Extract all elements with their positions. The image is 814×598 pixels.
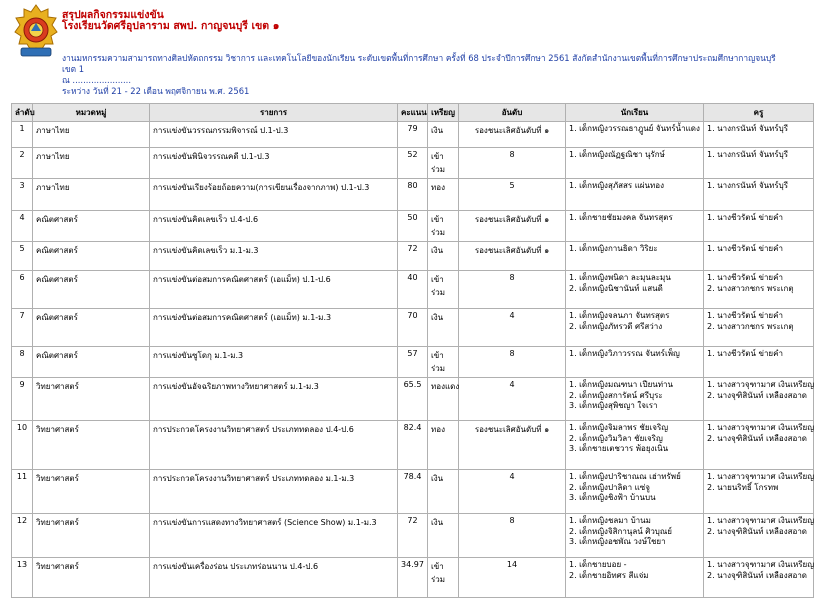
student-name: 3. เด็กหญิงสุพิชญา ใจเรา [569, 401, 658, 410]
item-cell: การแข่งขันคิดเลขเร็ว ป.4-ป.6 [150, 211, 398, 242]
table-row [12, 211, 814, 242]
rank-cell: รองชนะเลิศอันดับที่ ๑ [459, 122, 566, 148]
student-name: 1. เด็กหญิงจลนภา จันทรสุตร [569, 311, 670, 320]
teacher-name: 2. นางจุฑิสินันท์ เหลืองสอาด [707, 390, 808, 400]
student-name: 2. เด็กหญิงวิมวิลา ชัยเจริญ [569, 433, 663, 443]
teacher-name: 1. นางชีวรัตน์ ข่ายคำ [707, 213, 783, 222]
rank-cell: 8 [459, 347, 566, 378]
score-cell: 70 [398, 309, 428, 347]
item-cell: การแข่งขันต่อสมการคณิตศาสตร์ (เอแม็ท) ม.1-ม.3 [150, 309, 398, 347]
score-cell: 72 [398, 242, 428, 271]
student-name: 2. เด็กหญิงภัทรวดี ศรีสว่าง [569, 321, 663, 331]
teacher-name: 1. นางสาวจุฑามาศ เงินเหรียญ [707, 516, 814, 525]
item-cell: การแข่งขันพินิจวรรณคดี ป.1-ป.3 [150, 148, 398, 179]
student-name: 3. เด็กหญิงชิงฟ้า บ้านบน [569, 493, 656, 502]
rank-cell: 8 [459, 148, 566, 179]
student-name: 1. เด็กชายบอย - [569, 560, 627, 569]
title-line-1: สรุปผลกิจกรรมแข่งขัน [62, 9, 164, 21]
students-cell [566, 558, 704, 598]
teachers-cell [704, 378, 814, 421]
row-number-cell: 7 [12, 309, 33, 347]
student-name: 2. เด็กหญิงสการัตน์ ศรีบุระ [569, 390, 663, 400]
score-cell: 82.4 [398, 421, 428, 470]
table-row [12, 347, 814, 378]
students-cell [566, 271, 704, 309]
teachers-cell [704, 558, 814, 598]
students-cell [566, 309, 704, 347]
teacher-name: 1. นางกรนันท์ จันทร์บุรี [707, 150, 789, 159]
students-cell [566, 514, 704, 558]
item-cell: การแข่งขันเรียงร้อยถ้อยความ(การเขียนเรื่องจากภาพ) ป.1-ป.3 [150, 179, 398, 211]
teachers-cell [704, 271, 814, 309]
table-row [12, 421, 814, 470]
column-header-medal: เหรียญ [428, 104, 459, 122]
column-header-score: คะแนน [398, 104, 428, 122]
table-row [12, 271, 814, 309]
category-cell: ภาษาไทย [33, 148, 150, 179]
medal-cell: เงิน [428, 242, 459, 271]
item-cell: การประกวดโครงงานวิทยาศาสตร์ ประเภททดลอง ป.4-ป.6 [150, 421, 398, 470]
student-name: 1. เด็กหญิงกานธิดา วิริยะ [569, 244, 658, 253]
score-cell: 78.4 [398, 470, 428, 514]
medal-cell: เงิน [428, 470, 459, 514]
row-number-cell: 5 [12, 242, 33, 271]
students-cell [566, 421, 704, 470]
row-number-cell: 13 [12, 558, 33, 598]
medal-cell: เข้าร่วม [428, 558, 459, 598]
student-name: 1. เด็กหญิงพนิดา ละมุนละมุน [569, 273, 671, 282]
score-cell: 72 [398, 514, 428, 558]
teachers-cell [704, 470, 814, 514]
medal-cell: ทองแดง [428, 378, 459, 421]
students-cell [566, 148, 704, 179]
activity-description [62, 53, 792, 96]
table-row [12, 378, 814, 421]
student-name: 2. เด็กชายอิทศร สีแจ่ม [569, 570, 649, 580]
score-cell: 50 [398, 211, 428, 242]
row-number-cell: 1 [12, 122, 33, 148]
rank-cell: 8 [459, 514, 566, 558]
rank-cell: รองชนะเลิศอันดับที่ ๑ [459, 211, 566, 242]
rank-cell: 5 [459, 179, 566, 211]
item-cell: การแข่งขันวรรณกรรมพิจารณ์ ป.1-ป.3 [150, 122, 398, 148]
category-cell: วิทยาศาสตร์ [33, 421, 150, 470]
student-name: 2. เด็กหญิงปาลิดา แซ่จู [569, 482, 650, 492]
students-cell [566, 122, 704, 148]
medal-cell: ทอง [428, 421, 459, 470]
column-header-category: หมวดหมู่ [33, 104, 150, 122]
rank-cell: 14 [459, 558, 566, 598]
row-number-cell: 6 [12, 271, 33, 309]
medal-cell: เงิน [428, 514, 459, 558]
page-header [0, 0, 800, 98]
teacher-name: 1. นางสาวจุฑามาศ เงินเหรียญ [707, 560, 814, 569]
table-row [12, 122, 814, 148]
table-row [12, 179, 814, 211]
table-row [12, 558, 814, 598]
category-cell: คณิตศาสตร์ [33, 242, 150, 271]
rank-cell: 4 [459, 470, 566, 514]
table-row [12, 514, 814, 558]
title-line-2: โรงเรียนวัดศรีอุปลาราม สพป. กาญจนบุรี เขต ๑ [62, 19, 280, 32]
student-name: 1. เด็กหญิงชลมา บ้านม [569, 516, 651, 525]
teacher-name: 1. นางกรนันท์ จันทร์บุรี [707, 181, 789, 190]
medal-cell: เข้าร่วม [428, 271, 459, 309]
table-row [12, 309, 814, 347]
column-header-item: รายการ [150, 104, 398, 122]
item-cell: การแข่งขันอัจฉริยภาพทางวิทยาศาสตร์ ม.1-ม.3 [150, 378, 398, 421]
student-name: 1. เด็กหญิงมณฑนา เปียนท่าน [569, 380, 673, 389]
table-row [12, 470, 814, 514]
item-cell: การแข่งขันต่อสมการคณิตศาสตร์ (เอแม็ท) ป.1-ป.6 [150, 271, 398, 309]
student-name: 1. เด็กหญิงสุภัสสร แผ่นทอง [569, 181, 665, 190]
activity-line-1: งานมหกรรมความสามารถทางศิลปหัตถกรรม วิชาการ และเทคโนโลยีของนักเรียน ระดับเขตพื้นที่การศึกษา ครั้งที่ 68 ประจำปีการศึกษา 2561 สังกัดสำนักงานเขตพื้นที่การศึกษาประถมศึกษากาญจนบุรี เขต 1 [62, 53, 776, 74]
score-cell: 80 [398, 179, 428, 211]
score-cell: 65.5 [398, 378, 428, 421]
row-number-cell: 10 [12, 421, 33, 470]
teacher-name: 1. นางชีวรัตน์ ข่ายคำ [707, 349, 783, 358]
students-cell [566, 211, 704, 242]
teacher-name: 2. นายนริทธิ์ โกรทพ [707, 482, 779, 492]
score-cell: 79 [398, 122, 428, 148]
medal-cell: ทอง [428, 179, 459, 211]
date-line: ระหว่าง วันที่ 21 - 22 เดือน พฤศจิกายน พ.ศ. 2561 [62, 85, 250, 96]
row-number-cell: 3 [12, 179, 33, 211]
student-name: 1. เด็กหญิงวิภาวรรณ จันทร์เพ็ญ [569, 349, 680, 358]
teacher-name: 1. นางชีวรัตน์ ข่ายคำ [707, 273, 783, 282]
rank-cell: รองชนะเลิศอันดับที่ ๑ [459, 421, 566, 470]
category-cell: วิทยาศาสตร์ [33, 378, 150, 421]
row-number-cell: 8 [12, 347, 33, 378]
medal-cell: เงิน [428, 122, 459, 148]
student-name: 1. เด็กหญิงณัฏฐณิชา นุรักษ์ [569, 150, 665, 159]
medal-cell: เงิน [428, 309, 459, 347]
item-cell: การแข่งขันการแสดงทางวิทยาศาสตร์ (Science Show) ม.1-ม.3 [150, 514, 398, 558]
column-header-rank: อันดับ [459, 104, 566, 122]
teachers-cell [704, 514, 814, 558]
student-name: 3. เด็กชายเตชวาร พ้อยุงเนิน [569, 444, 669, 453]
category-cell: วิทยาศาสตร์ [33, 470, 150, 514]
row-number-cell: 9 [12, 378, 33, 421]
students-cell [566, 242, 704, 271]
activity-line-2: ณ ...................... [62, 75, 131, 85]
teachers-cell [704, 211, 814, 242]
category-cell: คณิตศาสตร์ [33, 347, 150, 378]
students-cell [566, 179, 704, 211]
student-name: 2. เด็กหญิงนิชานันท์ แสนดี [569, 283, 663, 293]
teacher-name: 1. นางกรนันท์ จันทร์บุรี [707, 124, 789, 133]
teacher-name: 1. นางสาวจุฑามาศ เงินเหรียญ [707, 472, 814, 481]
school-emblem-logo [13, 4, 59, 58]
row-number-cell: 2 [12, 148, 33, 179]
teacher-name: 2. นางจุฑิสินันท์ เหลืองสอาด [707, 433, 808, 443]
teacher-name: 2. นางจุฑิสินันท์ เหลืองสอาด [707, 570, 808, 580]
school-title [62, 10, 279, 31]
column-header-students: นักเรียน [566, 104, 704, 122]
medal-cell: เข้าร่วม [428, 347, 459, 378]
rank-cell: รองชนะเลิศอันดับที่ ๑ [459, 242, 566, 271]
rank-cell: 4 [459, 378, 566, 421]
teachers-cell [704, 179, 814, 211]
item-cell: การแข่งขันคิดเลขเร็ว ม.1-ม.3 [150, 242, 398, 271]
teachers-cell [704, 309, 814, 347]
teacher-name: 2. นางจุฑิสินันท์ เหลืองสอาด [707, 526, 808, 536]
score-cell: 52 [398, 148, 428, 179]
student-name: 1. เด็กหญิงปาริชาณณ เฮ่าทรัพย์ [569, 472, 681, 481]
row-number-cell: 12 [12, 514, 33, 558]
teacher-name: 1. นางชีวรัตน์ ข่ายคำ [707, 244, 783, 253]
category-cell: คณิตศาสตร์ [33, 211, 150, 242]
table-header-row [12, 104, 814, 122]
student-name: 1. เด็กหญิงวรรณธาฎูนย์ จันทร์น้ำแดง [569, 124, 700, 133]
category-cell: คณิตศาสตร์ [33, 271, 150, 309]
category-cell: วิทยาศาสตร์ [33, 514, 150, 558]
score-cell: 34.97 [398, 558, 428, 598]
students-cell [566, 347, 704, 378]
student-name: 3. เด็กหญิงอชพัณ วงษ์ใชยา [569, 537, 666, 546]
medal-cell: เข้าร่วม [428, 148, 459, 179]
teachers-cell [704, 122, 814, 148]
category-cell: วิทยาศาสตร์ [33, 558, 150, 598]
students-cell [566, 470, 704, 514]
teacher-name: 1. นางชีวรัตน์ ข่ายคำ [707, 311, 783, 320]
rank-cell: 4 [459, 309, 566, 347]
table-row [12, 148, 814, 179]
teacher-name: 2. นางสาวกชกร พระเกตุ [707, 283, 794, 293]
score-cell: 40 [398, 271, 428, 309]
item-cell: การประกวดโครงงานวิทยาศาสตร์ ประเภททดลอง ม.1-ม.3 [150, 470, 398, 514]
item-cell: การแข่งขันเครื่องร่อน ประเภทร่อนนาน ป.4-ป.6 [150, 558, 398, 598]
teachers-cell [704, 421, 814, 470]
teacher-name: 2. นางสาวกชกร พระเกตุ [707, 321, 794, 331]
category-cell: ภาษาไทย [33, 179, 150, 211]
table-row [12, 242, 814, 271]
category-cell: ภาษาไทย [33, 122, 150, 148]
teachers-cell [704, 148, 814, 179]
row-number-cell: 4 [12, 211, 33, 242]
teacher-name: 1. นางสาวจุฑามาศ เงินเหรียญ [707, 423, 814, 432]
score-cell: 57 [398, 347, 428, 378]
column-header-teachers: ครู [704, 104, 814, 122]
teachers-cell [704, 347, 814, 378]
category-cell: คณิตศาสตร์ [33, 309, 150, 347]
teacher-name: 1. นางสาวจุฑามาศ เงินเหรียญ [707, 380, 814, 389]
teachers-cell [704, 242, 814, 271]
students-cell [566, 378, 704, 421]
column-header-no: ลำดับ [12, 104, 33, 122]
student-name: 1. เด็กหญิงจิมลาพร ชัยเจริญ [569, 423, 669, 432]
student-name: 1. เด็กชายชัยมงคล จันทรสุตร [569, 213, 673, 222]
item-cell: การแข่งขันซูโดกุ ม.1-ม.3 [150, 347, 398, 378]
row-number-cell: 11 [12, 470, 33, 514]
medal-cell: เข้าร่วม [428, 211, 459, 242]
results-table [11, 103, 814, 598]
student-name: 2. เด็กหญิงจิสิกานุลน์ ศิวบุณย์ [569, 526, 672, 536]
rank-cell: 8 [459, 271, 566, 309]
